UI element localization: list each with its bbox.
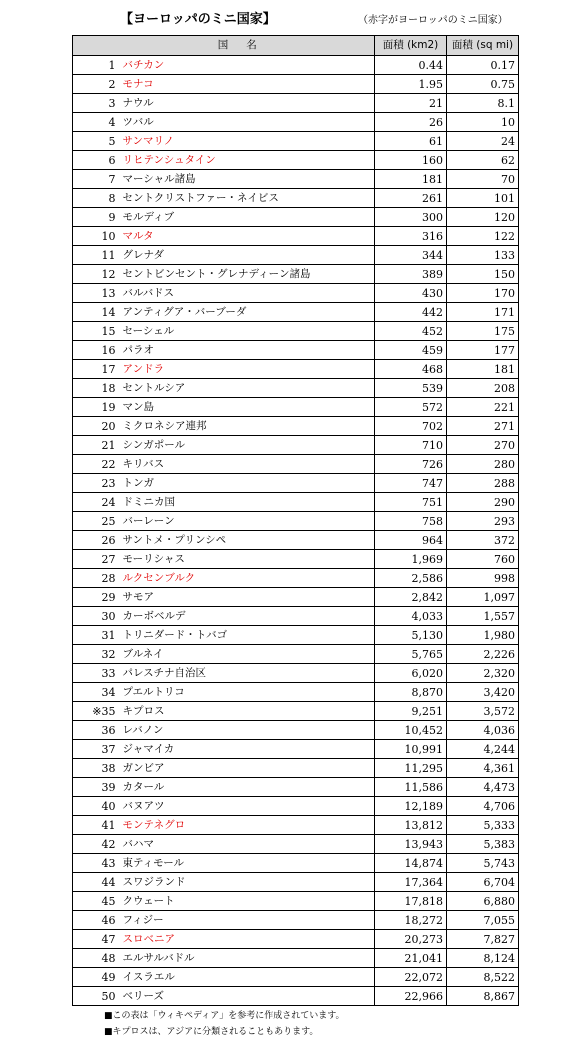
area-km2-cell: 1.95: [375, 75, 447, 94]
area-km2-cell: 26: [375, 113, 447, 132]
rank-cell: 8: [73, 189, 119, 208]
rank-cell: 30: [73, 607, 119, 626]
table-row: [73, 208, 519, 227]
area-km2-cell: 5,765: [375, 645, 447, 664]
rank-cell: 2: [73, 75, 119, 94]
rank-cell: 20: [73, 417, 119, 436]
country-name-cell: バヌアツ: [119, 797, 375, 816]
table-row: [73, 949, 519, 968]
country-name-cell: ドミニカ国: [119, 493, 375, 512]
country-name-cell: モルディブ: [119, 208, 375, 227]
country-name-cell: サンマリノ: [119, 132, 375, 151]
country-name-cell: グレナダ: [119, 246, 375, 265]
rank-cell: 26: [73, 531, 119, 550]
table-row: [73, 873, 519, 892]
rank-cell: 48: [73, 949, 119, 968]
table-row: [73, 702, 519, 721]
area-km2-cell: 4,033: [375, 607, 447, 626]
area-sqmi-cell: 7,055: [447, 911, 519, 930]
country-name-cell: パレスチナ自治区: [119, 664, 375, 683]
area-km2-cell: 300: [375, 208, 447, 227]
table-row: [73, 189, 519, 208]
area-km2-cell: 12,189: [375, 797, 447, 816]
area-km2-cell: 10,452: [375, 721, 447, 740]
area-sqmi-cell: 177: [447, 341, 519, 360]
area-sqmi-cell: 70: [447, 170, 519, 189]
country-name-cell: 東ティモール: [119, 854, 375, 873]
country-name-cell: バハマ: [119, 835, 375, 854]
area-km2-cell: 20,273: [375, 930, 447, 949]
table-row: [73, 911, 519, 930]
rank-cell: 31: [73, 626, 119, 645]
area-sqmi-cell: 175: [447, 322, 519, 341]
area-km2-cell: 11,295: [375, 759, 447, 778]
country-name-cell: バーレーン: [119, 512, 375, 531]
rank-cell: 19: [73, 398, 119, 417]
table-row: [73, 56, 519, 75]
table-header-row: [73, 36, 519, 56]
country-name-cell: プエルトリコ: [119, 683, 375, 702]
rank-cell: 23: [73, 474, 119, 493]
rank-cell: 21: [73, 436, 119, 455]
rank-cell: 27: [73, 550, 119, 569]
country-name-cell: リヒテンシュタイン: [119, 151, 375, 170]
table-row: [73, 227, 519, 246]
footnote-source: ■この表は「ウィキペディア」を参考に作成されています。: [104, 1011, 345, 1021]
country-name-cell: マルタ: [119, 227, 375, 246]
country-name-cell: スワジランド: [119, 873, 375, 892]
area-km2-cell: 160: [375, 151, 447, 170]
rank-cell: 6: [73, 151, 119, 170]
table-row: [73, 930, 519, 949]
area-km2-cell: 5,130: [375, 626, 447, 645]
area-sqmi-cell: 271: [447, 417, 519, 436]
area-sqmi-cell: 208: [447, 379, 519, 398]
area-sqmi-cell: 8,867: [447, 987, 519, 1006]
area-km2-cell: 261: [375, 189, 447, 208]
area-km2-cell: 22,966: [375, 987, 447, 1006]
area-km2-cell: 468: [375, 360, 447, 379]
rank-cell: 37: [73, 740, 119, 759]
country-name-cell: スロベニア: [119, 930, 375, 949]
country-name-cell: トンガ: [119, 474, 375, 493]
area-km2-cell: 726: [375, 455, 447, 474]
area-km2-cell: 21,041: [375, 949, 447, 968]
table-row: [73, 75, 519, 94]
rank-cell: 40: [73, 797, 119, 816]
area-km2-cell: 2,586: [375, 569, 447, 588]
country-name-cell: トリニダード・トバゴ: [119, 626, 375, 645]
area-km2-cell: 539: [375, 379, 447, 398]
area-sqmi-cell: 3,420: [447, 683, 519, 702]
rank-cell: 11: [73, 246, 119, 265]
table-row: [73, 417, 519, 436]
area-sqmi-cell: 6,704: [447, 873, 519, 892]
rank-cell: 32: [73, 645, 119, 664]
country-name-cell: ブルネイ: [119, 645, 375, 664]
header-country-name: 国名: [119, 36, 375, 56]
rank-cell: 7: [73, 170, 119, 189]
rank-cell: 14: [73, 303, 119, 322]
table-row: [73, 778, 519, 797]
area-km2-cell: 430: [375, 284, 447, 303]
country-area-table-container: [72, 35, 518, 1006]
country-name-cell: フィジー: [119, 911, 375, 930]
area-sqmi-cell: 4,244: [447, 740, 519, 759]
country-name-cell: シンガポール: [119, 436, 375, 455]
table-row: [73, 512, 519, 531]
country-name-cell: セーシェル: [119, 322, 375, 341]
table-row: [73, 550, 519, 569]
table-row: [73, 132, 519, 151]
country-name-cell: バチカン: [119, 56, 375, 75]
area-sqmi-cell: 1,097: [447, 588, 519, 607]
rank-cell: 29: [73, 588, 119, 607]
area-km2-cell: 14,874: [375, 854, 447, 873]
table-row: [73, 455, 519, 474]
area-sqmi-cell: 133: [447, 246, 519, 265]
area-km2-cell: 344: [375, 246, 447, 265]
area-sqmi-cell: 372: [447, 531, 519, 550]
table-body: [73, 56, 519, 1006]
area-km2-cell: 11,586: [375, 778, 447, 797]
rank-cell: 45: [73, 892, 119, 911]
table-row: [73, 94, 519, 113]
area-sqmi-cell: 760: [447, 550, 519, 569]
country-name-cell: ミクロネシア連邦: [119, 417, 375, 436]
country-name-cell: イスラエル: [119, 968, 375, 987]
rank-cell: 3: [73, 94, 119, 113]
country-name-cell: レバノン: [119, 721, 375, 740]
country-name-cell: キリバス: [119, 455, 375, 474]
rank-cell: 17: [73, 360, 119, 379]
area-sqmi-cell: 5,333: [447, 816, 519, 835]
rank-cell: 41: [73, 816, 119, 835]
table-row: [73, 436, 519, 455]
area-km2-cell: 572: [375, 398, 447, 417]
area-sqmi-cell: 288: [447, 474, 519, 493]
country-name-cell: エルサルバドル: [119, 949, 375, 968]
country-name-cell: ガンビア: [119, 759, 375, 778]
table-row: [73, 569, 519, 588]
rank-cell: 15: [73, 322, 119, 341]
area-km2-cell: 0.44: [375, 56, 447, 75]
area-km2-cell: 61: [375, 132, 447, 151]
rank-cell: 9: [73, 208, 119, 227]
rank-cell: 24: [73, 493, 119, 512]
area-km2-cell: 758: [375, 512, 447, 531]
table-row: [73, 493, 519, 512]
header-area-km2: 面積 (km2): [375, 36, 447, 56]
area-sqmi-cell: 4,473: [447, 778, 519, 797]
table-row: [73, 151, 519, 170]
rank-cell: 18: [73, 379, 119, 398]
country-area-table: [72, 35, 519, 1006]
rank-cell: 4: [73, 113, 119, 132]
area-sqmi-cell: 7,827: [447, 930, 519, 949]
country-name-cell: カーボベルデ: [119, 607, 375, 626]
area-sqmi-cell: 62: [447, 151, 519, 170]
table-row: [73, 170, 519, 189]
country-name-cell: セントクリストファー・ネイビス: [119, 189, 375, 208]
area-sqmi-cell: 2,226: [447, 645, 519, 664]
area-sqmi-cell: 221: [447, 398, 519, 417]
area-km2-cell: 702: [375, 417, 447, 436]
rank-cell: 38: [73, 759, 119, 778]
country-name-cell: キプロス: [119, 702, 375, 721]
table-row: [73, 607, 519, 626]
table-row: [73, 322, 519, 341]
table-row: [73, 531, 519, 550]
area-sqmi-cell: 120: [447, 208, 519, 227]
rank-cell: 33: [73, 664, 119, 683]
area-sqmi-cell: 0.75: [447, 75, 519, 94]
area-km2-cell: 10,991: [375, 740, 447, 759]
area-sqmi-cell: 280: [447, 455, 519, 474]
area-km2-cell: 13,943: [375, 835, 447, 854]
area-km2-cell: 452: [375, 322, 447, 341]
rank-cell: 16: [73, 341, 119, 360]
rank-cell: ※35: [73, 702, 119, 721]
rank-cell: 46: [73, 911, 119, 930]
rank-cell: 43: [73, 854, 119, 873]
rank-cell: 34: [73, 683, 119, 702]
table-row: [73, 740, 519, 759]
area-sqmi-cell: 3,572: [447, 702, 519, 721]
table-row: [73, 379, 519, 398]
footnotes: [104, 1008, 345, 1040]
area-km2-cell: 13,812: [375, 816, 447, 835]
header-area-sqmi: 面積 (sq mi): [447, 36, 519, 56]
country-name-cell: マーシャル諸島: [119, 170, 375, 189]
area-sqmi-cell: 1,557: [447, 607, 519, 626]
area-sqmi-cell: 4,361: [447, 759, 519, 778]
table-row: [73, 113, 519, 132]
table-row: [73, 303, 519, 322]
area-sqmi-cell: 181: [447, 360, 519, 379]
rank-cell: 47: [73, 930, 119, 949]
area-km2-cell: 17,364: [375, 873, 447, 892]
country-name-cell: モナコ: [119, 75, 375, 94]
area-sqmi-cell: 0.17: [447, 56, 519, 75]
rank-cell: 49: [73, 968, 119, 987]
rank-cell: 28: [73, 569, 119, 588]
area-sqmi-cell: 4,706: [447, 797, 519, 816]
table-row: [73, 968, 519, 987]
rank-cell: 5: [73, 132, 119, 151]
area-km2-cell: 459: [375, 341, 447, 360]
rank-cell: 25: [73, 512, 119, 531]
country-name-cell: ツバル: [119, 113, 375, 132]
area-sqmi-cell: 293: [447, 512, 519, 531]
country-name-cell: ベリーズ: [119, 987, 375, 1006]
area-km2-cell: 747: [375, 474, 447, 493]
area-sqmi-cell: 4,036: [447, 721, 519, 740]
table-row: [73, 664, 519, 683]
page-title: 【ヨーロッパのミニ国家】: [120, 12, 276, 27]
table-row: [73, 892, 519, 911]
table-row: [73, 588, 519, 607]
table-row: [73, 854, 519, 873]
table-row: [73, 360, 519, 379]
area-km2-cell: 2,842: [375, 588, 447, 607]
area-km2-cell: 6,020: [375, 664, 447, 683]
area-sqmi-cell: 1,980: [447, 626, 519, 645]
country-name-cell: カタール: [119, 778, 375, 797]
area-km2-cell: 18,272: [375, 911, 447, 930]
area-sqmi-cell: 8.1: [447, 94, 519, 113]
rank-cell: 13: [73, 284, 119, 303]
footnote-cyprus: ■キプロスは、アジアに分類されることもあります。: [104, 1027, 319, 1037]
area-sqmi-cell: 998: [447, 569, 519, 588]
rank-cell: 39: [73, 778, 119, 797]
country-name-cell: クウェート: [119, 892, 375, 911]
area-km2-cell: 389: [375, 265, 447, 284]
area-sqmi-cell: 24: [447, 132, 519, 151]
area-km2-cell: 9,251: [375, 702, 447, 721]
header-rank: [73, 36, 119, 56]
country-name-cell: セントビンセント・グレナディーン諸島: [119, 265, 375, 284]
country-name-cell: パラオ: [119, 341, 375, 360]
country-name-cell: ルクセンブルク: [119, 569, 375, 588]
area-km2-cell: 751: [375, 493, 447, 512]
area-km2-cell: 710: [375, 436, 447, 455]
table-row: [73, 474, 519, 493]
area-sqmi-cell: 101: [447, 189, 519, 208]
country-name-cell: アンドラ: [119, 360, 375, 379]
country-name-cell: ジャマイカ: [119, 740, 375, 759]
area-km2-cell: 17,818: [375, 892, 447, 911]
country-name-cell: サモア: [119, 588, 375, 607]
area-km2-cell: 22,072: [375, 968, 447, 987]
table-row: [73, 246, 519, 265]
area-sqmi-cell: 290: [447, 493, 519, 512]
country-name-cell: ナウル: [119, 94, 375, 113]
country-name-cell: マン島: [119, 398, 375, 417]
table-row: [73, 284, 519, 303]
area-sqmi-cell: 8,124: [447, 949, 519, 968]
area-km2-cell: 21: [375, 94, 447, 113]
area-km2-cell: 964: [375, 531, 447, 550]
area-km2-cell: 1,969: [375, 550, 447, 569]
area-sqmi-cell: 10: [447, 113, 519, 132]
area-sqmi-cell: 270: [447, 436, 519, 455]
table-row: [73, 759, 519, 778]
page-subtitle: （赤字がヨーロッパのミニ国家）: [358, 15, 508, 26]
table-row: [73, 721, 519, 740]
area-km2-cell: 442: [375, 303, 447, 322]
area-sqmi-cell: 5,383: [447, 835, 519, 854]
table-row: [73, 835, 519, 854]
country-name-cell: モーリシャス: [119, 550, 375, 569]
area-sqmi-cell: 170: [447, 284, 519, 303]
area-sqmi-cell: 6,880: [447, 892, 519, 911]
area-sqmi-cell: 8,522: [447, 968, 519, 987]
table-row: [73, 265, 519, 284]
table-row: [73, 683, 519, 702]
rank-cell: 22: [73, 455, 119, 474]
table-row: [73, 816, 519, 835]
rank-cell: 36: [73, 721, 119, 740]
area-sqmi-cell: 122: [447, 227, 519, 246]
rank-cell: 1: [73, 56, 119, 75]
country-name-cell: セントルシア: [119, 379, 375, 398]
country-name-cell: バルバドス: [119, 284, 375, 303]
table-row: [73, 398, 519, 417]
country-name-cell: アンティグア・バーブーダ: [119, 303, 375, 322]
country-name-cell: サントメ・プリンシペ: [119, 531, 375, 550]
table-row: [73, 797, 519, 816]
area-km2-cell: 181: [375, 170, 447, 189]
country-name-cell: モンテネグロ: [119, 816, 375, 835]
table-row: [73, 341, 519, 360]
area-km2-cell: 8,870: [375, 683, 447, 702]
rank-cell: 44: [73, 873, 119, 892]
table-row: [73, 626, 519, 645]
area-sqmi-cell: 171: [447, 303, 519, 322]
rank-cell: 12: [73, 265, 119, 284]
area-sqmi-cell: 150: [447, 265, 519, 284]
rank-cell: 10: [73, 227, 119, 246]
table-row: [73, 645, 519, 664]
area-km2-cell: 316: [375, 227, 447, 246]
rank-cell: 50: [73, 987, 119, 1006]
rank-cell: 42: [73, 835, 119, 854]
area-sqmi-cell: 5,743: [447, 854, 519, 873]
area-sqmi-cell: 2,320: [447, 664, 519, 683]
table-row: [73, 987, 519, 1006]
